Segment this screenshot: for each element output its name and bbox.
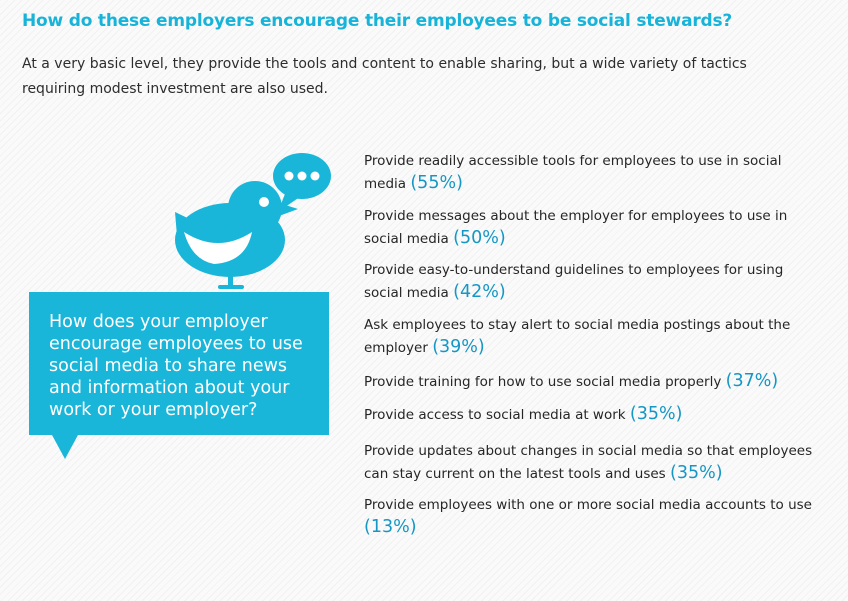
item-text: Provide easy-to-understand guidelines to employees for using social media [364,262,784,301]
item-percentage: (37%) [725,371,779,391]
intro-paragraph: At a very basic level, they provide the tools and content to enable sharing, but a wide variety of tactics requiring modest investment are also used. [22,56,747,97]
list-item [364,205,814,250]
item-percentage: (39%) [432,337,485,357]
item-percentage: (42%) [453,282,506,302]
list-item [364,314,814,359]
list-item [364,440,814,485]
item-percentage: (50%) [453,228,506,248]
item-text: Provide employees with one or more social media accounts to use [364,497,812,513]
page-heading: How do these employers encourage their employees to be social stewards? [22,11,733,31]
item-text: Provide training for how to use social media properly [364,374,722,390]
item-text: Provide readily accessible tools for employees to use in social media [364,153,782,192]
item-text: Provide updates about changes in social media so that employees can stay current on the latest tools and uses [364,443,813,482]
bird-icon [160,150,350,292]
list-item [364,403,814,426]
list-item [364,150,814,195]
speech-bubble-icon [273,153,331,212]
item-text: Ask employees to stay alert to social media postings about the employer [364,317,791,356]
item-percentage: (55%) [410,173,463,193]
item-percentage: (35%) [629,404,683,424]
list-item [364,259,814,304]
callout-tail [52,435,78,459]
item-percentage: (35%) [670,463,723,483]
item-percentage: (13%) [364,517,417,537]
item-text: Provide messages about the employer for employees to use in social media [364,208,788,247]
item-text: Provide access to social media at work [364,407,626,423]
list-item [364,370,814,393]
callout-question: How does your employer encourage employees to use social media to share news and information about your work or your employer? [49,312,303,420]
question-callout [29,292,329,435]
list-item [364,494,814,539]
